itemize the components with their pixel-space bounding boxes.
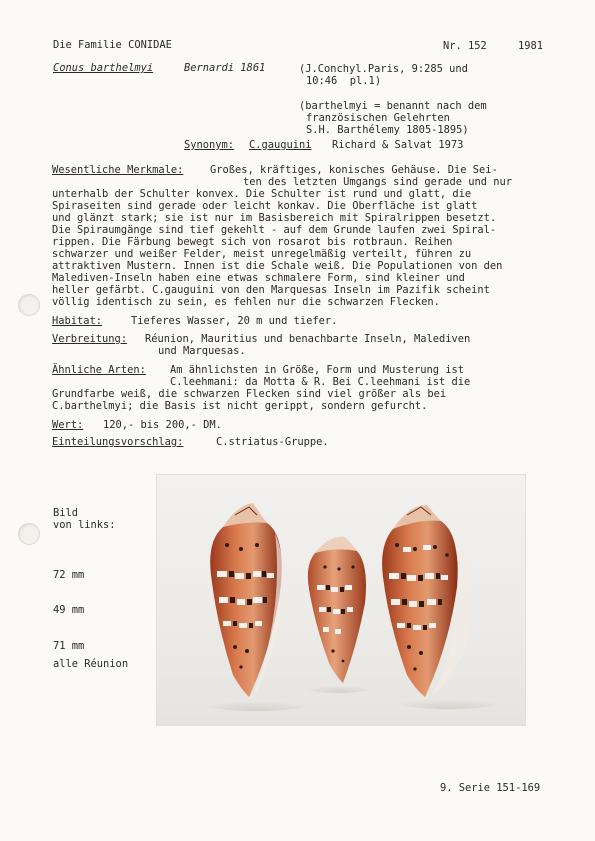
shell-middle: [308, 537, 366, 683]
distribution-line-1: Réunion, Mauritius und benachbarte Inseln, Malediven: [145, 333, 471, 345]
etymology-line-3: S.H. Barthélemy 1805-1895): [306, 124, 469, 136]
distribution-label: Verbreitung:: [52, 333, 128, 345]
species-author: Bernardi 1861: [184, 62, 266, 74]
habitat-text: Tieferes Wasser, 20 m und tiefer.: [131, 315, 338, 327]
similar-label: Ähnliche Arten:: [52, 364, 146, 376]
caption-size-1: 72 mm: [53, 569, 85, 581]
etymology-line-2: französischen Gelehrten: [306, 112, 450, 124]
similar-line-3: Grundfarbe weiß, die schwarzen Flecken sind viel größer als bei: [52, 388, 447, 400]
caption-subtitle: von links:: [53, 519, 116, 531]
family-heading: Die Familie CONIDAE: [53, 39, 172, 51]
shell-photograph: [157, 475, 525, 725]
sheet-number: Nr. 152: [443, 40, 487, 52]
features-line-6: Die Spiraumgänge sind tief gekehlt - auf dem Grunde laufen zwei Spiral-: [52, 224, 497, 236]
features-line-10: Malediven-Inseln haben eine etwas schmalere Form, sind kleiner und: [52, 272, 465, 284]
classification-label: Einteilungsvorschlag:: [52, 436, 184, 448]
features-line-11: heller gefärbt. C.gauguini von den Marquesas Inseln im Pazifik scheint: [52, 284, 490, 296]
reference-line-1: (J.Conchyl.Paris, 9:285 und: [299, 63, 468, 75]
value-label: Wert:: [52, 419, 84, 431]
features-line-5: und glänzt stark; sie ist nur im Basisbereich mit Spiralrippen besetzt.: [52, 212, 497, 224]
features-line-8: schwarzer und weißer Felder, meist unregelmäßig verteilt, führen zu: [52, 248, 472, 260]
shadow-left: [202, 695, 312, 711]
features-line-7: rippen. Die Färbung bewegt sich von rosarot bis rotbraun. Reihen: [52, 236, 453, 248]
synonym-author: Richard & Salvat 1973: [332, 139, 464, 151]
similar-line-1: Am ähnlichsten in Größe, Form und Musterung ist: [170, 364, 465, 376]
features-line-4: Spiraseiten sind gerade oder leicht konkav. Die Oberfläche ist glatt: [52, 200, 478, 212]
caption-size-2: 49 mm: [53, 604, 85, 616]
features-line-9: attraktiven Mustern. Innen ist die Schale weiß. Die Populationen von den: [52, 260, 503, 272]
features-line-1: Großes, kräftiges, konisches Gehäuse. Die Sei-: [210, 164, 498, 176]
shadow-middle: [303, 681, 375, 693]
distribution-line-2: und Marquesas.: [158, 345, 246, 357]
similar-line-4: C.barthelmyi; die Basis ist nicht gerippt, sondern gefurcht.: [52, 400, 428, 412]
punch-hole-top: [18, 294, 40, 316]
features-line-2: ten des letzten Umgangs sind gerade und nur: [243, 176, 512, 188]
species-name: Conus barthelmyi: [53, 62, 154, 74]
punch-hole-bottom: [18, 523, 40, 545]
etymology-line-1: (barthelmyi = benannt nach dem: [299, 100, 487, 112]
features-line-3: unterhalb der Schulter konvex. Die Schulter ist rund und glatt, die: [52, 188, 472, 200]
features-label: Wesentliche Merkmale:: [52, 164, 184, 176]
features-line-12: völlig identisch zu sein, es fehlen nur die schwarzen Flecken.: [52, 296, 440, 308]
synonym-label: Synonym:: [184, 139, 235, 151]
value-text: 120,- bis 200,- DM.: [103, 419, 222, 431]
synonym-name: C.gauguini: [249, 139, 312, 151]
shadow-right: [394, 693, 504, 709]
caption-origin: alle Réunion: [53, 658, 129, 670]
shell-illustration: [157, 475, 525, 725]
shell-left: [210, 503, 283, 697]
habitat-label: Habitat:: [52, 315, 103, 327]
caption-title: Bild: [53, 507, 79, 519]
caption-size-3: 71 mm: [53, 640, 85, 652]
classification-text: C.striatus-Gruppe.: [216, 436, 329, 448]
series-footer: 9. Serie 151-169: [440, 782, 541, 794]
reference-line-2: 10:46 pl.1): [306, 75, 382, 87]
shell-right: [382, 505, 472, 697]
similar-line-2: C.leehmani: da Motta & R. Bei C.leehmani ist die: [170, 376, 471, 388]
sheet-year: 1981: [518, 40, 544, 52]
